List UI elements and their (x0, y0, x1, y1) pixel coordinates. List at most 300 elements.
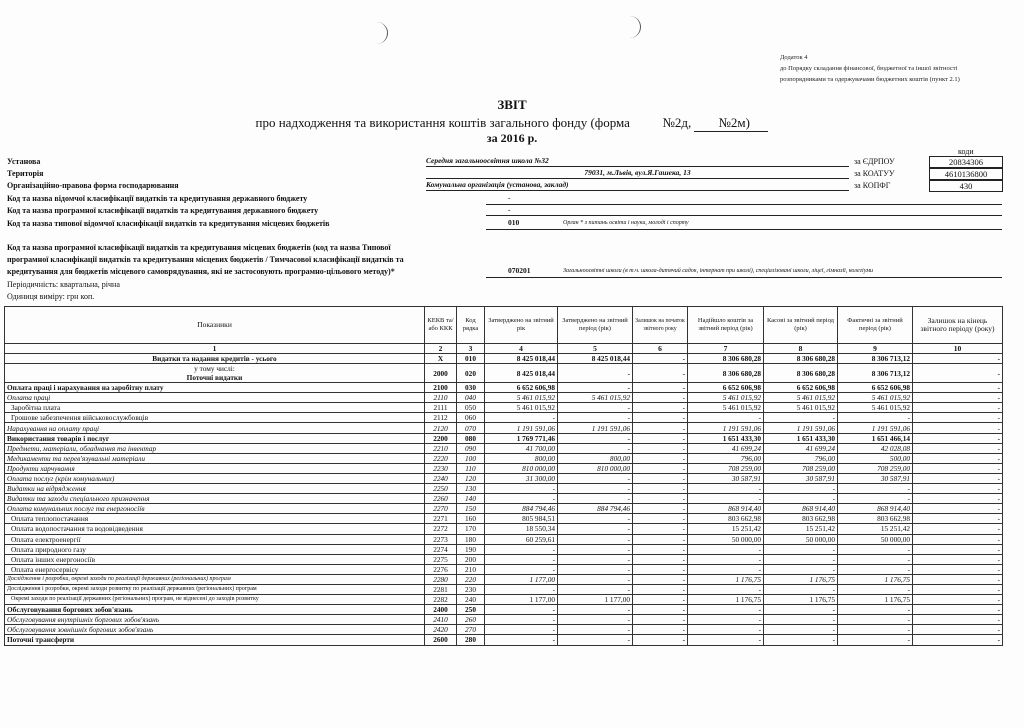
row-received: - (688, 625, 764, 635)
koatuu-label: за КОАТУУ (854, 169, 895, 178)
row-name-line: Поточні видатки (186, 373, 243, 383)
dept-state-label: Код та назва відомчої класифікації видатків та кредитування державного бюджету (7, 194, 308, 203)
row-kekv: 2410 (425, 615, 457, 625)
row-received: - (688, 635, 764, 645)
row-code: 270 (457, 625, 485, 635)
row-code: 110 (457, 463, 485, 473)
punch-hole-mark (626, 16, 641, 38)
row-balance-start: - (633, 544, 688, 554)
row-approved-period: - (558, 524, 633, 534)
table-row (5, 443, 1003, 453)
row-approved-period: 8 425 018,44 (558, 354, 633, 364)
row-approved-year: 1 191 591,06 (485, 423, 558, 433)
row-name: Грошове забезпечення військовослужбовців (5, 413, 425, 423)
row-actual: - (838, 615, 913, 625)
row-code: 190 (457, 544, 485, 554)
row-code: 200 (457, 554, 485, 564)
row-code: 210 (457, 564, 485, 574)
row-name: Оплата послуг (крім комунальних) (5, 473, 425, 483)
row-approved-period: - (558, 605, 633, 615)
row-balance-start: - (633, 383, 688, 393)
row-received: 8 306 680,28 (688, 354, 764, 364)
row-approved-period: - (558, 433, 633, 443)
row-approved-period: - (558, 615, 633, 625)
row-received: - (688, 494, 764, 504)
row-balance-start: - (633, 615, 688, 625)
row-kekv: 2112 (425, 413, 457, 423)
row-approved-period: - (558, 574, 633, 584)
row-kekv: 2282 (425, 595, 457, 605)
row-approved-year: 6 652 606,98 (485, 383, 558, 393)
row-approved-period: - (558, 544, 633, 554)
row-name: Предмети, матеріали, обладнання та інвентар (5, 443, 425, 453)
row-cash: - (764, 564, 838, 574)
row-balance-end: - (913, 354, 1003, 364)
row-approved-period: - (558, 403, 633, 413)
row-kekv: 2600 (425, 635, 457, 645)
row-cash: - (764, 413, 838, 423)
row-actual: 1 191 591,06 (838, 423, 913, 433)
program-local-label-line2: програмної класифікації видатків та кредитування місцевих бюджетів / Тимчасової класифікації видатків та (7, 255, 404, 264)
row-actual: 50 000,00 (838, 534, 913, 544)
row-actual: 6 652 606,98 (838, 383, 913, 393)
underline (486, 277, 1002, 278)
row-received: - (688, 584, 764, 594)
row-actual: 708 259,00 (838, 463, 913, 473)
row-approved-period: - (558, 484, 633, 494)
row-approved-period: - (558, 534, 633, 544)
row-approved-period: - (558, 584, 633, 594)
row-kekv: 2220 (425, 453, 457, 463)
row-actual: 1 176,75 (838, 595, 913, 605)
row-approved-year: - (485, 413, 558, 423)
table-row (5, 354, 1003, 364)
row-code: 250 (457, 605, 485, 615)
row-name: Оплата енергосервісу (5, 564, 425, 574)
row-cash: 5 461 015,92 (764, 393, 838, 403)
row-cash: - (764, 584, 838, 594)
row-actual: - (838, 625, 913, 635)
row-cash: 1 651 433,30 (764, 433, 838, 443)
row-kekv: 2420 (425, 625, 457, 635)
row-code: 220 (457, 574, 485, 584)
row-balance-start: - (633, 463, 688, 473)
row-received: - (688, 413, 764, 423)
row-kekv: 2210 (425, 443, 457, 453)
row-received: - (688, 605, 764, 615)
row-cash: 1 176,75 (764, 595, 838, 605)
row-approved-year: 1 177,00 (485, 574, 558, 584)
col-number: 6 (633, 344, 688, 354)
row-approved-period: 810 000,00 (558, 463, 633, 473)
row-balance-start: - (633, 484, 688, 494)
row-name: Обслуговування внутрішніх боргових зобов'язань (5, 615, 425, 625)
edrpou-label: за ЄДРПОУ (854, 157, 895, 166)
row-actual: - (838, 605, 913, 615)
row-code: 260 (457, 615, 485, 625)
row-kekv: 2273 (425, 534, 457, 544)
punch-hole-mark (373, 22, 388, 44)
table-row (5, 494, 1003, 504)
row-received: - (688, 544, 764, 554)
row-approved-year: - (485, 494, 558, 504)
annex-line: Додаток 4 (780, 54, 808, 61)
row-balance-start: - (633, 554, 688, 564)
row-cash: 796,00 (764, 453, 838, 463)
row-kekv: 2271 (425, 514, 457, 524)
row-balance-start: - (633, 393, 688, 403)
row-cash: 868 914,40 (764, 504, 838, 514)
row-balance-end: - (913, 544, 1003, 554)
row-balance-start: - (633, 403, 688, 413)
row-approved-year: - (485, 635, 558, 645)
row-code: 100 (457, 453, 485, 463)
row-name: Дослідження і розробки, окремі заходи по реалізації державних (регіональних) програм (5, 574, 425, 584)
row-balance-end: - (913, 574, 1003, 584)
row-balance-end: - (913, 605, 1003, 615)
row-received: 1 191 591,06 (688, 423, 764, 433)
row-actual: - (838, 484, 913, 494)
row-actual: 5 461 015,92 (838, 403, 913, 413)
row-cash: - (764, 635, 838, 645)
row-cash: 41 699,24 (764, 443, 838, 453)
row-approved-period: - (558, 554, 633, 564)
row-approved-period: - (558, 383, 633, 393)
row-balance-end: - (913, 443, 1003, 453)
row-kekv: 2250 (425, 484, 457, 494)
row-name: Окремі заходи по реалізації державних (регіональних) програм, не віднесені до заходів розвитку (5, 595, 425, 605)
row-code: 150 (457, 504, 485, 514)
row-approved-year: - (485, 484, 558, 494)
row-kekv: 2240 (425, 473, 457, 483)
form-number-b: №2м) (718, 115, 750, 130)
table-row (5, 595, 1003, 605)
dept-state-value: - (508, 193, 511, 202)
row-kekv: 2270 (425, 504, 457, 514)
row-kekv: 2111 (425, 403, 457, 413)
row-kekv: 2110 (425, 393, 457, 403)
col-header-received: Надійшло коштів за звітний період (рік) (688, 307, 764, 344)
row-code: 020 (457, 364, 485, 383)
institution-value: Середня загальноосвітня школа №32 (426, 156, 849, 167)
legal-form-label: Організаційно-правова форма господарювання (7, 181, 179, 190)
row-balance-end: - (913, 393, 1003, 403)
territory-label: Територія (7, 169, 44, 178)
row-kekv: 2230 (425, 463, 457, 473)
row-name: Оплата водопостачання та водовідведення (5, 524, 425, 534)
row-received: - (688, 615, 764, 625)
table-row (5, 514, 1003, 524)
table-row (5, 504, 1003, 514)
table-row (5, 584, 1003, 594)
row-balance-end: - (913, 473, 1003, 483)
row-kekv: 2274 (425, 544, 457, 554)
row-received: 1 651 433,30 (688, 433, 764, 443)
table-row (5, 453, 1003, 463)
dept-local-name: Орган * з питань освіти і науки, молоді і спорту (563, 220, 689, 226)
row-approved-year: - (485, 625, 558, 635)
row-balance-end: - (913, 413, 1003, 423)
row-name (5, 364, 425, 383)
territory-value: 79031, м.Львів, вул.Я.Гашека, 13 (426, 168, 849, 179)
row-balance-end: - (913, 554, 1003, 564)
col-header-code: Код рядка (457, 307, 485, 344)
row-balance-end: - (913, 433, 1003, 443)
row-balance-end: - (913, 625, 1003, 635)
row-code: 030 (457, 383, 485, 393)
row-code: 280 (457, 635, 485, 645)
row-name: Оплата електроенергії (5, 534, 425, 544)
row-approved-year: 805 984,51 (485, 514, 558, 524)
row-approved-year: - (485, 605, 558, 615)
program-state-value: - (508, 205, 511, 214)
row-cash: 1 176,75 (764, 574, 838, 584)
row-kekv: 2260 (425, 494, 457, 504)
row-balance-start: - (633, 595, 688, 605)
row-received: - (688, 484, 764, 494)
row-balance-start: - (633, 625, 688, 635)
row-name: Використання товарів і послуг (5, 433, 425, 443)
table-row (5, 364, 1003, 383)
row-approved-year: - (485, 544, 558, 554)
row-name: Оплата інших енергоносіїв (5, 554, 425, 564)
row-name: Обслуговування боргових зобов'язань (5, 605, 425, 615)
row-balance-start: - (633, 443, 688, 453)
row-approved-year: 8 425 018,44 (485, 354, 558, 364)
row-actual: - (838, 544, 913, 554)
row-balance-start: - (633, 514, 688, 524)
row-cash: 6 652 606,98 (764, 383, 838, 393)
row-approved-period: - (558, 413, 633, 423)
row-approved-period: - (558, 564, 633, 574)
form-number-a: №2д, (662, 115, 692, 130)
row-approved-period: 800,00 (558, 453, 633, 463)
row-balance-start: - (633, 564, 688, 574)
institution-label: Установа (7, 157, 41, 166)
col-header-kekv: КЕКВ та/або ККК (425, 307, 457, 344)
row-cash: - (764, 544, 838, 554)
row-cash: 8 306 680,28 (764, 354, 838, 364)
table-row (5, 554, 1003, 564)
row-actual: 5 461 015,92 (838, 393, 913, 403)
row-code: 050 (457, 403, 485, 413)
row-code: 130 (457, 484, 485, 494)
row-cash: - (764, 494, 838, 504)
row-code: 240 (457, 595, 485, 605)
row-approved-year: 1 177,00 (485, 595, 558, 605)
annex-line: до Порядку складання фінансової, бюджетної та іншої звітності (780, 65, 958, 72)
row-name: Дослідження і розробки, окремі заходи розвитку по реалізації державних (регіональних) програм (5, 584, 425, 594)
row-code: 090 (457, 443, 485, 453)
row-approved-year: 5 461 015,92 (485, 393, 558, 403)
row-name: Поточні трансферти (5, 635, 425, 645)
table-row (5, 605, 1003, 615)
row-actual: 8 306 713,12 (838, 354, 913, 364)
row-code: 120 (457, 473, 485, 483)
table-row (5, 625, 1003, 635)
row-approved-period: - (558, 514, 633, 524)
row-actual: 500,00 (838, 453, 913, 463)
row-approved-period: 5 461 015,92 (558, 393, 633, 403)
report-title: ЗВІТ (497, 97, 527, 112)
row-code: 070 (457, 423, 485, 433)
row-received: 6 652 606,98 (688, 383, 764, 393)
row-received: 868 914,40 (688, 504, 764, 514)
row-name: Продукти харчування (5, 463, 425, 473)
row-balance-end: - (913, 615, 1003, 625)
row-balance-start: - (633, 413, 688, 423)
row-balance-start: - (633, 433, 688, 443)
program-local-label-line1: Код та назва програмної класифікації видатків та кредитування місцевих бюджетів (код та назва Типової (7, 243, 391, 252)
kopfg-code: 430 (929, 180, 1003, 192)
row-approved-period: - (558, 364, 633, 383)
row-name: Оплата комунальних послуг та енергоносіїв (5, 504, 425, 514)
row-received: 1 176,75 (688, 595, 764, 605)
row-name: Оплата природного газу (5, 544, 425, 554)
row-balance-end: - (913, 383, 1003, 393)
table-row (5, 564, 1003, 574)
row-received: 803 662,98 (688, 514, 764, 524)
col-number: 10 (913, 344, 1003, 354)
annex-note (780, 52, 960, 85)
row-cash: - (764, 605, 838, 615)
col-number: 5 (558, 344, 633, 354)
row-kekv: 2000 (425, 364, 457, 383)
row-name: Нарахування на оплату праці (5, 423, 425, 433)
row-balance-start: - (633, 453, 688, 463)
underline (486, 204, 1002, 205)
row-actual: 868 914,40 (838, 504, 913, 514)
row-balance-start: - (633, 354, 688, 364)
table-row (5, 473, 1003, 483)
row-approved-year: 8 425 018,44 (485, 364, 558, 383)
row-balance-start: - (633, 524, 688, 534)
row-balance-end: - (913, 403, 1003, 413)
row-actual: 15 251,42 (838, 524, 913, 534)
row-approved-period: - (558, 473, 633, 483)
row-cash: 15 251,42 (764, 524, 838, 534)
row-actual: - (838, 494, 913, 504)
row-received: 1 176,75 (688, 574, 764, 584)
row-kekv: X (425, 354, 457, 364)
table-row (5, 423, 1003, 433)
row-actual: 1 651 466,14 (838, 433, 913, 443)
row-approved-year: - (485, 615, 558, 625)
table-row (5, 534, 1003, 544)
row-name-line: у тому числі: (194, 364, 235, 374)
program-state-label: Код та назва програмної класифікації видатків та кредитування державного бюджету (7, 206, 319, 215)
row-cash: 708 259,00 (764, 463, 838, 473)
row-code: 060 (457, 413, 485, 423)
row-actual: 8 306 713,12 (838, 364, 913, 383)
table-row (5, 544, 1003, 554)
program-local-code: 070201 (508, 266, 531, 275)
row-received: 708 259,00 (688, 463, 764, 473)
row-cash: 8 306 680,28 (764, 364, 838, 383)
row-approved-period: - (558, 494, 633, 504)
program-local-name: Загальноосвітні школи (в т.ч. школа-дитячий садок, інтернат при школі), спеціалізовані школи, ліцеї, гімназії, колегіуми (563, 268, 874, 274)
row-name: Оплата теплопостачання (5, 514, 425, 524)
row-approved-period: - (558, 635, 633, 645)
row-balance-start: - (633, 584, 688, 594)
col-header-cash: Касові за звітний період (рік) (764, 307, 838, 344)
report-subtitle (0, 115, 1024, 132)
row-name: Оплата праці (5, 393, 425, 403)
row-received: 5 461 015,92 (688, 393, 764, 403)
table-row (5, 413, 1003, 423)
kopfg-label: за КОПФГ (854, 181, 891, 190)
program-local-label-line3: кредитування для бюджетів місцевого самоврядування, які не застосовують програмно-цільового методу)* (7, 267, 395, 276)
col-header-balance-start: Залишок на початок звітного року (633, 307, 688, 344)
row-actual: - (838, 584, 913, 594)
row-name: Медикаменти та перев'язувальні матеріали (5, 453, 425, 463)
codes-header: коди (958, 147, 974, 156)
row-balance-end: - (913, 524, 1003, 534)
row-code: 010 (457, 354, 485, 364)
row-kekv: 2400 (425, 605, 457, 615)
row-approved-year: 41 700,00 (485, 443, 558, 453)
row-actual: 1 176,75 (838, 574, 913, 584)
edrpou-code: 20834306 (929, 156, 1003, 168)
row-cash: - (764, 484, 838, 494)
row-balance-end: - (913, 564, 1003, 574)
row-kekv: 2100 (425, 383, 457, 393)
row-code: 140 (457, 494, 485, 504)
row-cash: - (764, 625, 838, 635)
subtitle-text: про надходження та використання коштів загального фонду (форма (255, 115, 630, 130)
row-received: 15 251,42 (688, 524, 764, 534)
col-number: 4 (485, 344, 558, 354)
report-year: за 2016 р. (486, 131, 538, 145)
row-received: - (688, 564, 764, 574)
row-approved-year: 31 300,00 (485, 473, 558, 483)
dept-local-label: Код та назва типової відомчої класифікації видатків та кредитування місцевих бюджетів (7, 219, 330, 228)
row-received: - (688, 554, 764, 564)
row-cash: - (764, 615, 838, 625)
row-code: 230 (457, 584, 485, 594)
row-balance-start: - (633, 494, 688, 504)
unit: Одиниця виміру: грн коп. (7, 292, 95, 301)
col-header-name: Показники (5, 307, 425, 344)
row-approved-period: 884 794,46 (558, 504, 633, 514)
row-actual: - (838, 554, 913, 564)
row-code: 080 (457, 433, 485, 443)
table-row (5, 635, 1003, 645)
row-cash: 30 587,91 (764, 473, 838, 483)
row-balance-end: - (913, 423, 1003, 433)
row-kekv: 2272 (425, 524, 457, 534)
row-code: 180 (457, 534, 485, 544)
row-balance-end: - (913, 463, 1003, 473)
row-received: 50 000,00 (688, 534, 764, 544)
row-name: Видатки та надання кредитів - усього (5, 354, 425, 364)
table-row (5, 383, 1003, 393)
row-name: Оплата праці і нарахування на заробітну плату (5, 383, 425, 393)
row-approved-year: 800,00 (485, 453, 558, 463)
row-balance-start: - (633, 504, 688, 514)
row-actual: - (838, 413, 913, 423)
underline (486, 215, 1002, 216)
row-received: 30 587,91 (688, 473, 764, 483)
row-balance-end: - (913, 484, 1003, 494)
koatuu-code: 4610136800 (929, 168, 1003, 180)
row-approved-period: 1 177,00 (558, 595, 633, 605)
row-approved-year: 60 259,61 (485, 534, 558, 544)
row-kekv: 2275 (425, 554, 457, 564)
row-approved-year: - (485, 564, 558, 574)
col-header-actual: Фактичні за звітний період (рік) (838, 307, 913, 344)
row-balance-start: - (633, 473, 688, 483)
